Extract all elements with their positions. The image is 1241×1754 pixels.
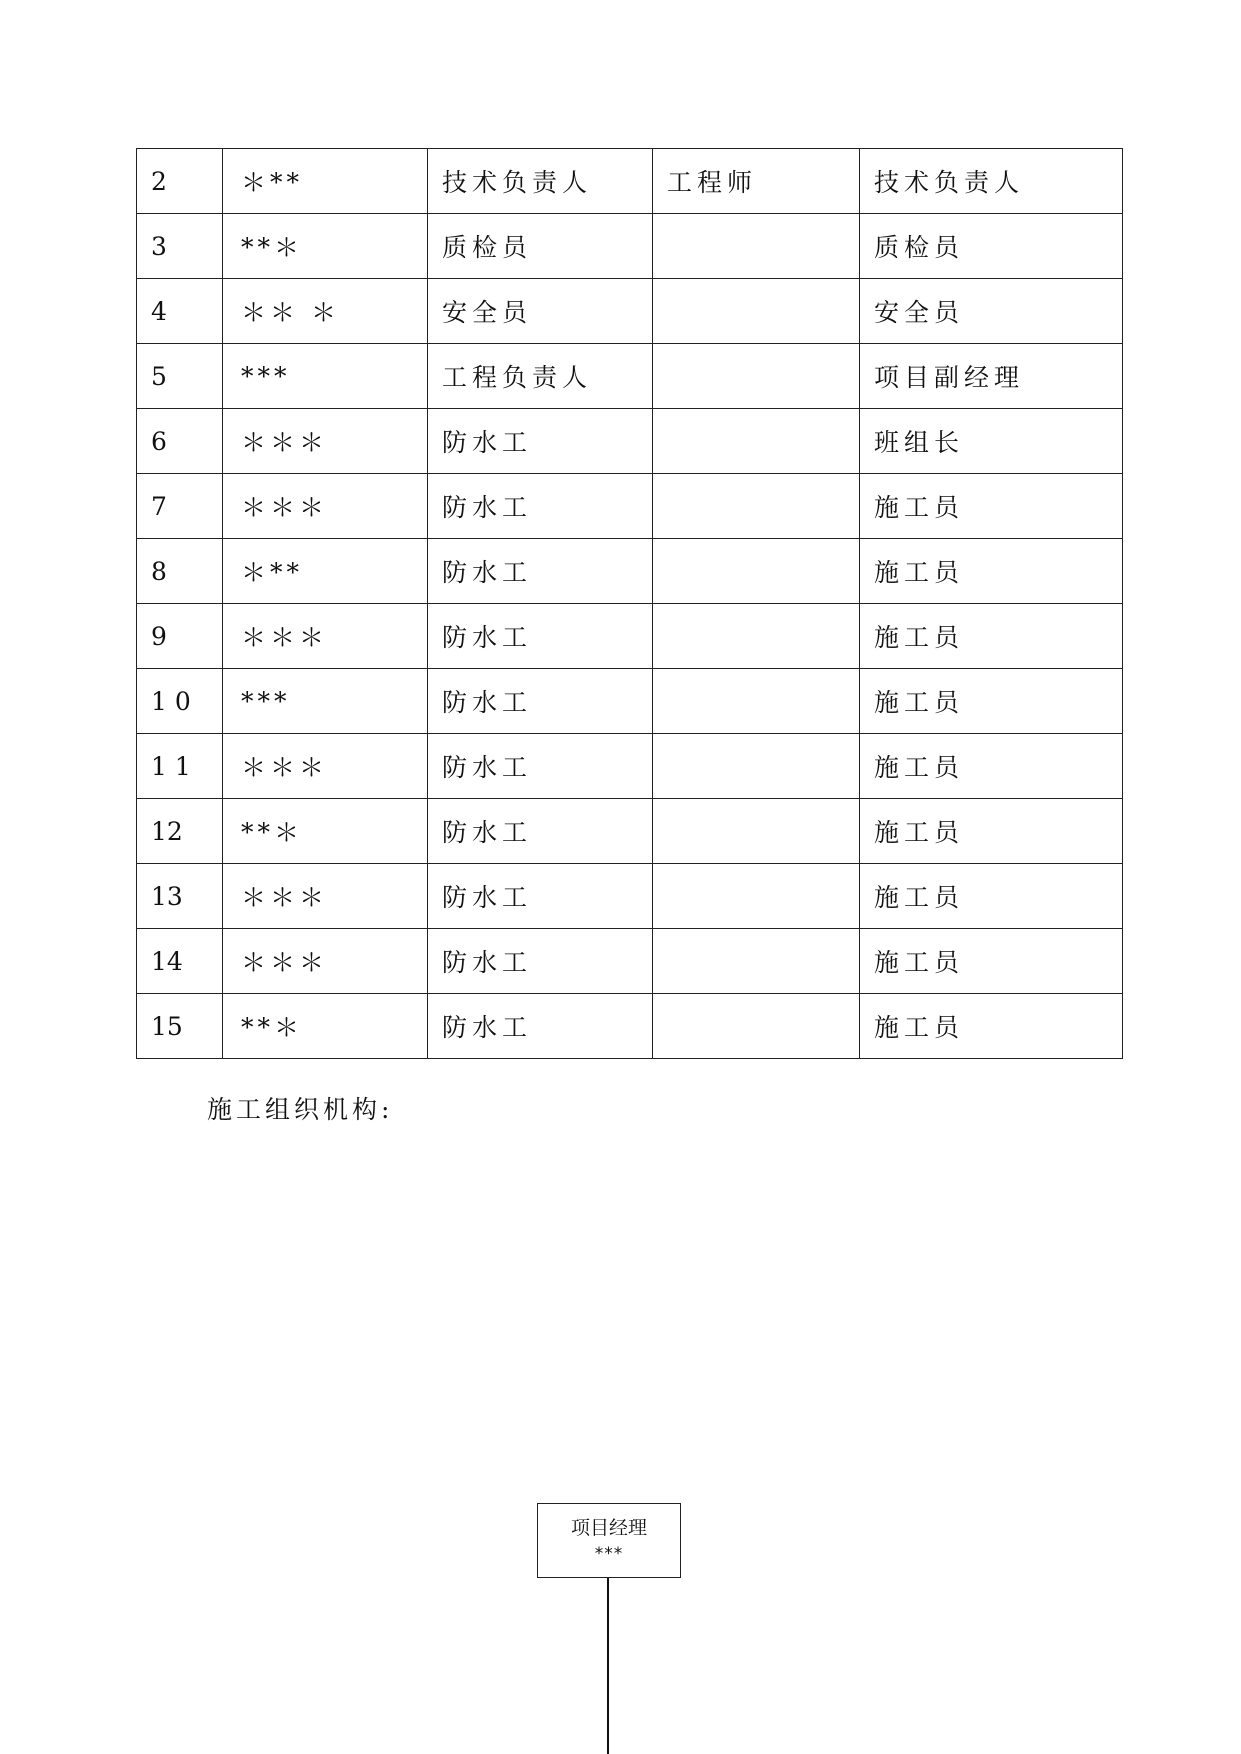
person-name-cell: ＊＊＊ bbox=[223, 734, 428, 799]
row-number-cell: 1 0 bbox=[137, 669, 223, 734]
table-row bbox=[137, 149, 1123, 214]
person-name-cell: **＊ bbox=[223, 994, 428, 1059]
row-number-cell: 8 bbox=[137, 539, 223, 604]
person-name-cell: ＊** bbox=[223, 149, 428, 214]
row-number-cell: 9 bbox=[137, 604, 223, 669]
professional-title-cell bbox=[653, 669, 860, 734]
position-cell: 施工员 bbox=[860, 474, 1123, 539]
position-cell: 施工员 bbox=[860, 734, 1123, 799]
person-name-cell: ＊＊＊ bbox=[223, 864, 428, 929]
position-cell: 施工员 bbox=[860, 929, 1123, 994]
professional-title-cell bbox=[653, 994, 860, 1059]
position-cell: 项目副经理 bbox=[860, 344, 1123, 409]
table-row bbox=[137, 279, 1123, 344]
project-manager-title: 项目经理 bbox=[570, 1517, 647, 1539]
professional-title-cell bbox=[653, 409, 860, 474]
table-row bbox=[137, 799, 1123, 864]
job-role-cell: 工程负责人 bbox=[428, 344, 653, 409]
job-role-cell: 防水工 bbox=[428, 474, 653, 539]
row-number-cell: 14 bbox=[137, 929, 223, 994]
person-name-cell: **＊ bbox=[223, 214, 428, 279]
job-role-cell: 防水工 bbox=[428, 799, 653, 864]
position-cell: 施工员 bbox=[860, 604, 1123, 669]
position-cell: 施工员 bbox=[860, 669, 1123, 734]
table-row bbox=[137, 994, 1123, 1059]
professional-title-cell bbox=[653, 474, 860, 539]
position-cell: 技术负责人 bbox=[860, 149, 1123, 214]
job-role-cell: 防水工 bbox=[428, 734, 653, 799]
person-name-cell: ＊＊＊ bbox=[223, 604, 428, 669]
job-role-cell: 防水工 bbox=[428, 864, 653, 929]
job-role-cell: 防水工 bbox=[428, 604, 653, 669]
table-row bbox=[137, 344, 1123, 409]
person-name-cell: ＊** bbox=[223, 539, 428, 604]
row-number-cell: 12 bbox=[137, 799, 223, 864]
row-number-cell: 2 bbox=[137, 149, 223, 214]
professional-title-cell bbox=[653, 734, 860, 799]
staff-table-body bbox=[137, 149, 1123, 1059]
job-role-cell: 安全员 bbox=[428, 279, 653, 344]
person-name-cell: *** bbox=[223, 669, 428, 734]
table-row bbox=[137, 214, 1123, 279]
job-role-cell: 防水工 bbox=[428, 409, 653, 474]
position-cell: 施工员 bbox=[860, 539, 1123, 604]
position-cell: 施工员 bbox=[860, 864, 1123, 929]
row-number-cell: 15 bbox=[137, 994, 223, 1059]
position-cell: 质检员 bbox=[860, 214, 1123, 279]
professional-title-cell bbox=[653, 539, 860, 604]
job-role-cell: 防水工 bbox=[428, 669, 653, 734]
row-number-cell: 5 bbox=[137, 344, 223, 409]
professional-title-cell bbox=[653, 864, 860, 929]
person-name-cell: ＊＊＊ bbox=[223, 929, 428, 994]
person-name-cell: ＊＊＊ bbox=[223, 474, 428, 539]
job-role-cell: 防水工 bbox=[428, 929, 653, 994]
professional-title-cell bbox=[653, 604, 860, 669]
project-manager-name: *** bbox=[594, 1544, 624, 1564]
job-role-cell: 技术负责人 bbox=[428, 149, 653, 214]
row-number-cell: 3 bbox=[137, 214, 223, 279]
table-row bbox=[137, 669, 1123, 734]
org-structure-heading: 施工组织机构: bbox=[207, 1095, 394, 1124]
table-row bbox=[137, 539, 1123, 604]
table-row bbox=[137, 604, 1123, 669]
position-cell: 班组长 bbox=[860, 409, 1123, 474]
professional-title-cell: 工程师 bbox=[653, 149, 860, 214]
position-cell: 施工员 bbox=[860, 799, 1123, 864]
job-role-cell: 防水工 bbox=[428, 994, 653, 1059]
job-role-cell: 质检员 bbox=[428, 214, 653, 279]
professional-title-cell bbox=[653, 929, 860, 994]
row-number-cell: 4 bbox=[137, 279, 223, 344]
person-name-cell: ＊＊＊ bbox=[223, 409, 428, 474]
table-row bbox=[137, 929, 1123, 994]
org-connector-line bbox=[607, 1578, 609, 1754]
job-role-cell: 防水工 bbox=[428, 539, 653, 604]
person-name-cell: ＊＊ ＊ bbox=[223, 279, 428, 344]
staff-table bbox=[136, 148, 1123, 1059]
position-cell: 施工员 bbox=[860, 994, 1123, 1059]
row-number-cell: 13 bbox=[137, 864, 223, 929]
table-row bbox=[137, 864, 1123, 929]
table-row bbox=[137, 474, 1123, 539]
row-number-cell: 7 bbox=[137, 474, 223, 539]
person-name-cell: **＊ bbox=[223, 799, 428, 864]
professional-title-cell bbox=[653, 799, 860, 864]
row-number-cell: 6 bbox=[137, 409, 223, 474]
project-manager-box bbox=[537, 1503, 681, 1578]
row-number-cell: 1 1 bbox=[137, 734, 223, 799]
professional-title-cell bbox=[653, 344, 860, 409]
professional-title-cell bbox=[653, 279, 860, 344]
table-row bbox=[137, 734, 1123, 799]
person-name-cell: *** bbox=[223, 344, 428, 409]
position-cell: 安全员 bbox=[860, 279, 1123, 344]
professional-title-cell bbox=[653, 214, 860, 279]
table-row bbox=[137, 409, 1123, 474]
